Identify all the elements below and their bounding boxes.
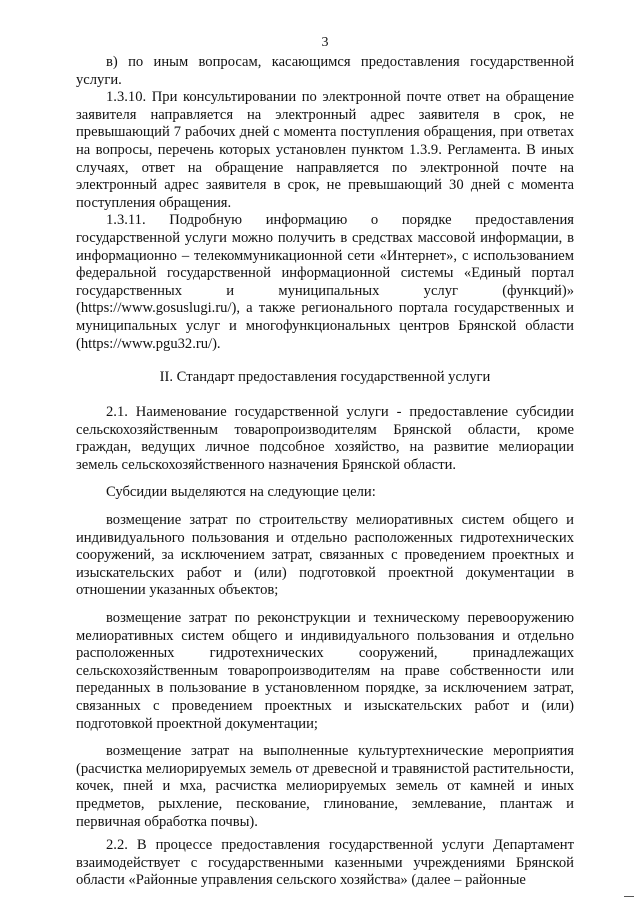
paragraph-goal-construction: возмещение затрат по строительству мелиоративных систем общего и индивидуального пользования и отдельно расположенных гидротехнических сооружений, за исключением затрат, связанных с проведением проектных и изыскательских работ и (или) подготовкой проектной документации в отношении указанных объектов;	[76, 512, 574, 599]
page-number: 3	[321, 35, 329, 50]
paragraph-goal-reconstruction: возмещение затрат по реконструкции и техническому перевооружению мелиоративных систем общего и индивидуального пользования и отдельно расположенных гидротехнических сооружений, принадлежащих сельскохозяйственным товаропроизводителям на праве собственности или переданных в пользование в установленном порядке, за исключением затрат, связанных с проведением проектных и изыскательских работ и (или) подготовкой проектной документации;	[76, 610, 574, 732]
page-corner-mark	[624, 896, 634, 897]
paragraph-subsidy-goals: Субсидии выделяются на следующие цели:	[106, 484, 376, 501]
paragraph-goal-cultural-technical: возмещение затрат на выполненные культуртехнические мероприятия (расчистка мелиорируемых земель от древесной и травянистой растительности, кочек, пней и мха, расчистка мелиорируемых земель от камней и иных предметов, рыхление, пескование, глинование, землевание, плантаж и первичная обработка почвы).	[76, 743, 574, 830]
section-heading: II. Стандарт предоставления государственной услуги	[159, 369, 491, 386]
document-page	[76, 34, 574, 890]
paragraph-1-3-11: 1.3.11. Подробную информацию о порядке предоставления государственной услуги можно получить в средствах массовой информации, в информационно – телекоммуникационной сети «Интернет», с использованием федеральной государственной информационной системы «Единый портал государственных и муниципальных услуг (функций)» (https://www.gosuslugi.ru/), а также регионального портала государственных и муниципальных услуг и многофункциональных центров Брянской области (https://www.pgu32.ru/).	[76, 212, 574, 352]
paragraph-1-3-10: 1.3.10. При консультировании по электронной почте ответ на обращение заявителя направляется на электронный адрес заявителя в срок, не превышающий 7 рабочих дней с момента поступления обращения, при ответах на вопросы, перечень которых установлен пунктом 1.3.9. Регламента. В иных случаях, ответ на обращение направляется по электронной почте на электронный адрес заявителя в срок, не превышающий 30 дней с момента поступления обращения.	[76, 89, 574, 211]
paragraph-2-2: 2.2. В процессе предоставления государственной услуги Департамент взаимодействует с государственными казенными учреждениями Брянской области «Районные управления сельского хозяйства» (далее – районные	[76, 837, 574, 889]
paragraph-item-v: в) по иным вопросам, касающимся предоставления государственной услуги.	[76, 54, 574, 88]
paragraph-2-1: 2.1. Наименование государственной услуги - предоставление субсидии сельскохозяйственным товаропроизводителям Брянской области, кроме граждан, ведущих личное подсобное хозяйство, на развитие мелиорации земель сельскохозяйственного назначения Брянской области.	[76, 404, 574, 473]
